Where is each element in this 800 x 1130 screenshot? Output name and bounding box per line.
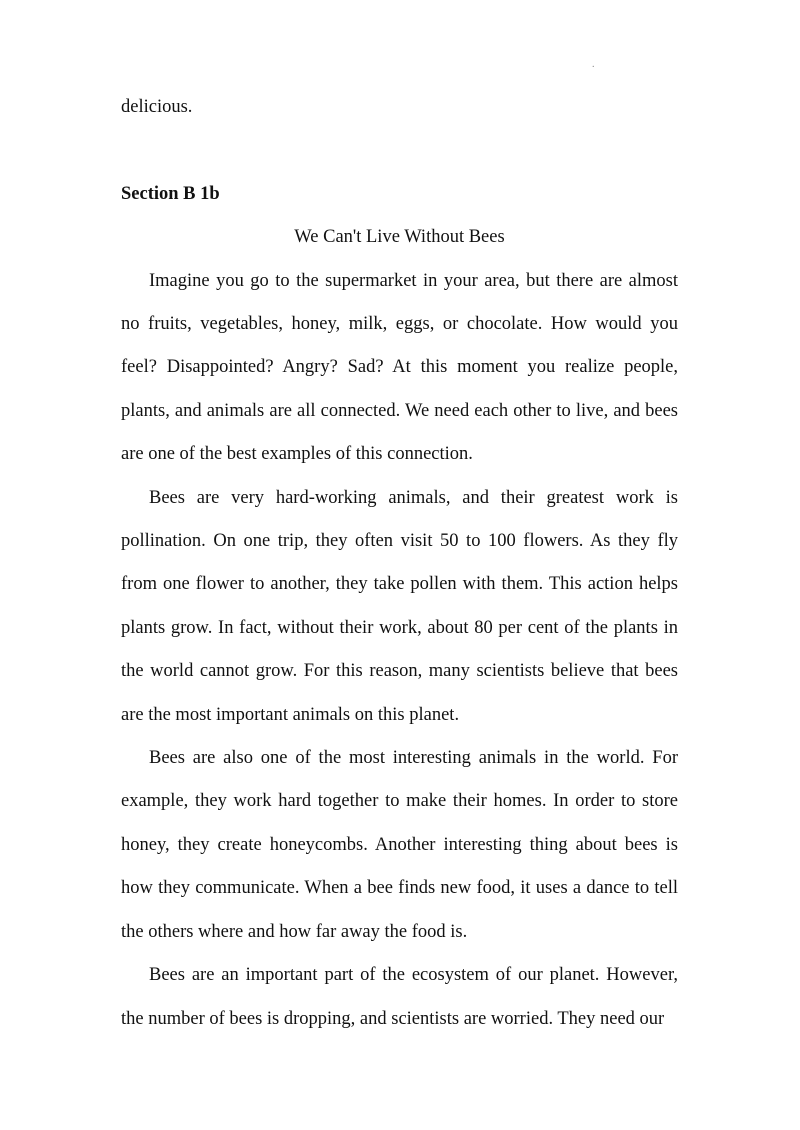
paragraph-2: Bees are very hard-working animals, and their greatest work is pollination. On one trip, they often visit 50 to 100 flowers. As they fly from one flower to another, they take pollen with them. This action helps plants grow. In fact, without their work, about 80 per cent of the plants in the world cannot grow. For this reason, many scientists believe that bees are the most important animals on this planet. [121, 487, 678, 725]
corner-mark: . [592, 59, 595, 70]
passage-title: We Can't Live Without Bees [294, 227, 505, 248]
paragraph-1: Imagine you go to the supermarket in your area, but there are almost no fruits, vegetables, honey, milk, eggs, or chocolate. How would you feel? Disappointed? Angry? Sad? At this moment you realize people, plants, and animals are all connected. We need each other to live, and bees are one of the best examples of this connection. [121, 270, 678, 465]
section-heading: Section B 1b [121, 183, 220, 204]
paragraph-4: Bees are an important part of the ecosystem of our planet. However, the number of bees is dropping, and scientists are worried. They need our [121, 965, 678, 1029]
paragraph-3: Bees are also one of the most interesting animals in the world. For example, they work hard together to make their homes. In order to store honey, they create honeycombs. Another interesting thing about bees is how they communicate. When a bee finds new food, it uses a dance to tell the others where and how far away the food is. [121, 748, 678, 942]
carryover-text: delicious. [121, 97, 193, 117]
document-body [121, 86, 678, 1041]
